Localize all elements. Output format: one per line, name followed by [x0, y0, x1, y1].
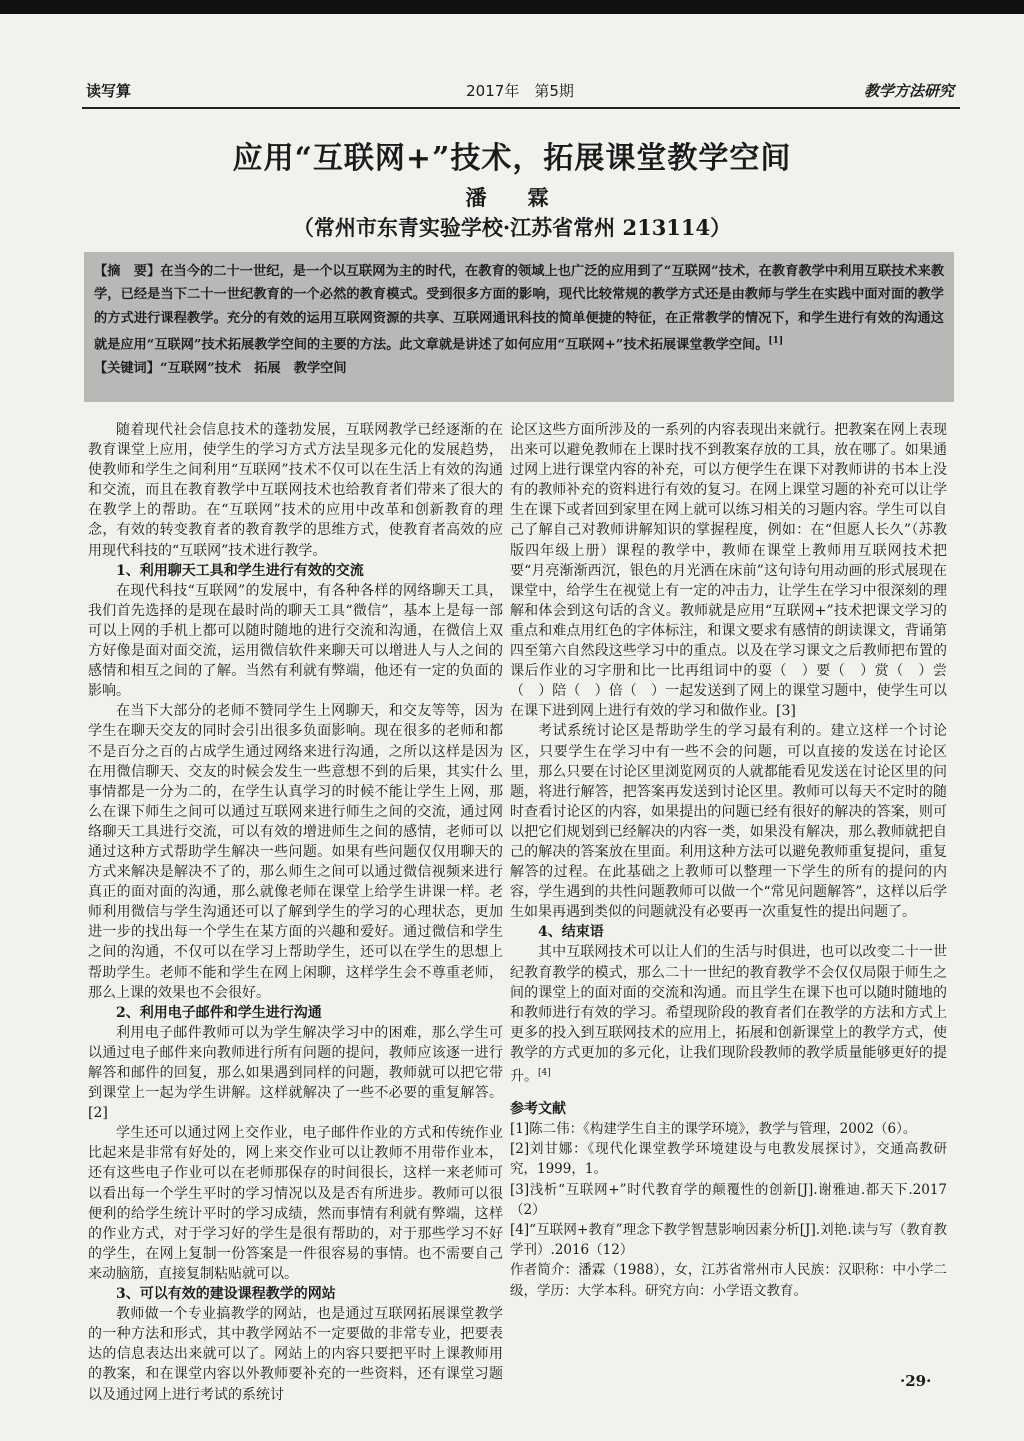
- section-name: 教学方法研究: [863, 82, 954, 100]
- page-number: ·29·: [900, 1372, 932, 1390]
- abstract-label: 【摘 要】: [94, 264, 161, 279]
- author-name: 潘 霖: [465, 185, 559, 210]
- abstract-paragraph: [94, 260, 944, 357]
- article-title: 应用“互联网+”技术，拓展课堂教学空间: [232, 141, 792, 176]
- section-heading-4: 4、结束语: [538, 924, 604, 941]
- body-paragraph: 考试系统讨论区是帮助学生的学习最有利的。建立这样一个讨论区，只要学生在学习中有一些不会的问题，可以直接的发送在讨论区里，那么只要在讨论区里浏览网页的人就都能看见发送在讨论区里的问题，将进行解答，把答案再发送到讨论区里。教师可以每天不定时的随时查看讨论区的内容，如果提出的问题已经有很好的解决的答案，则可以把它们规划到已经解决的内容一类，如果没有解决，那么教师就把自己的解决的答案放在里面。利用这种方法可以避免教师重复提问，重复解答的过程。在此基础之上教师可以整理一下学生的所有的提问的内容，学生遇到的共性问题教师可以做一个“常见问题解答”，这样以后学生如果再遇到类似的问题就没有必要再一次重复性的提出问题了。: [510, 723, 947, 921]
- body-paragraph: 教师做一个专业搞教学的网站，也是通过互联网拓展课堂教学的一种方法和形式，其中教学网站不一定要做的非常专业，把要表达的信息表达出来就可以了。网站上的内容只要把平时上课教师用的教案，和在课堂内容以外教师要补充的一些资料，还有课堂习题以及通过网上进行考试的系统讨: [88, 1306, 503, 1403]
- conclusion-text: 其中互联网技术可以让人们的生活与时俱进，也可以改变二十一世纪教育教学的模式，那么二十一世纪的教育教学不会仅仅局限于师生之间的课堂上的面对面的交流和沟通。而且学生在课下也可以随时随地的和教师进行有效的学习。希望现阶段的教育者们在教学的方法和方式上更多的投入到互联网技术的应用上，拓展和创新课堂上的教学方式，使教学的方式更加的多元化，让我们现阶段教师的教学质量能够更好的提升。: [510, 944, 947, 1085]
- references-title: 参考文献: [510, 1100, 566, 1117]
- author-bio: 作者简介：潘霖（1988），女，江苏省常州市人民族：汉职称：中小学二级，学历：大学本科。研究方向：小学语文教育。: [510, 1262, 947, 1299]
- section-heading-3: 3、可以有效的建设课程教学的网站: [116, 1286, 336, 1303]
- abstract-box: [84, 252, 954, 402]
- abstract-text: 在当今的二十一世纪，是一个以互联网为主的时代，在教育的领域上也广泛的应用到了“互联网”技术，在教育教学中利用互联技术来教学，已经是当下二十一世纪教育的一个必然的教育模式。受到很多方面的影响，现代比较常规的教学方式还是由教师与学生在实践中面对面的教学的方式进行课程教学。充分的有效的运用互联网资源的共享、互联网通讯科技的简单便捷的特征，在正常教学的情况下，和学生进行有效的沟通这就是应用“互联网”技术拓展教学空间的主要的方法。此文章就是讲述了如何应用“互联网+”技术拓展课堂教学空间。: [94, 264, 945, 353]
- abstract-citation: [1]: [768, 335, 784, 346]
- section-heading-2: 2、利用电子邮件和学生进行沟通: [116, 1004, 322, 1021]
- running-header: [86, 80, 954, 110]
- section-heading-1: 1、利用聊天工具和学生进行有效的交流: [116, 562, 364, 579]
- conclusion-citation: [4]: [538, 1068, 551, 1078]
- body-paragraph: 利用电子邮件教师可以为学生解决学习中的困难，那么学生可以通过电子邮件来向教师进行所有问题的提问，教师应该逐一进行解答和邮件的回复，那么如果遇到同样的问题，教师就可以把它带到课堂上一起为学生讲解。这样就解决了一些不必要的重复解答。[2]: [88, 1024, 503, 1122]
- keywords-text: “互联网”技术 拓展 教学空间: [159, 360, 347, 376]
- keywords-label: 【关键词】: [94, 360, 160, 376]
- body-paragraph: 学生还可以通过网上交作业，电子邮件作业的方式和传统作业比起来是非常有好处的，网上来交作业可以让教师不用带作业本，还有这些电子作业可以在老师那保存的时间很长，这样一来老师可以看出每一个学生平时的学习情况以及是否有所进步。教师可以很便利的给学生统计平时的学习成绩，然而事情有利就有弊端，这样的作业方式，对于学习好的学生是很有帮助的，对于那些学习不好的学生，在网上复制一份答案是一件很容易的事情。也不需要自己来动脑筋，直接复制粘贴就可以。: [88, 1125, 503, 1282]
- reference-item: [4]“互联网+教育”理念下教学智慧影响因素分析[J].刘艳.读与写（教育教学刊）.2016（12）: [510, 1221, 947, 1259]
- body-paragraph: 在当下大部分的老师不赞同学生上网聊天，和交友等等，因为学生在聊天交友的同时会引出很多负面影响。现在很多的老师和都不是百分之百的占成学生通过网络来进行沟通，之所以这样是因为在用微信聊天、交友的时候会发生一些意想不到的后果，其实什么事情都是一分为二的，在学生认真学习的时候不能让学生上网，那么在课下师生之间可以通过互联网来进行师生之间的交流，通过网络聊天工具进行交流，可以有效的增进师生之间的感情，老师可以通过这种方式帮助学生解决一些问题。如果有些问题仅仅用聊天的方式来解决是解决不了的，那么师生之间可以通过微信视频来进行真正的面对面的沟通，那么就像老师在课堂上给学生讲课一样。老师利用微信与学生沟通还可以了解到学生的学习的心理状态，更加进一步的找出每一个学生在某方面的兴趣和爱好。通过微信和学生之间的沟通，不仅可以在学习上帮助学生，还可以在学生的思想上帮助学生。老师不能和学生在网上闲聊，这样学生会不尊重老师，那么上课的效果也不会很好。: [88, 703, 503, 1001]
- body-column-right: [510, 420, 947, 1301]
- reference-item: [2]刘甘娜：《现代化课堂教学环境建设与电教发展探讨》，交通高教研究，1999，1。: [510, 1141, 947, 1178]
- reference-item: [1]陈二伟：《构建学生自主的课学环境》，教学与管理，2002（6）。: [510, 1120, 917, 1137]
- journal-name: 读写算: [86, 82, 132, 100]
- body-column-left: [88, 420, 503, 1405]
- scan-top-border: [0, 0, 1024, 14]
- body-paragraph: [510, 942, 947, 1086]
- keywords-line: [94, 357, 944, 380]
- reference-item: [3]浅析“互联网+”时代教育学的颠覆性的创新[J].谢雅迪.都天下.2017（2）: [510, 1181, 947, 1218]
- references: [510, 1099, 947, 1301]
- author-affiliation: （常州市东青实验学校·江苏省常州 213114）: [292, 215, 732, 240]
- issue-label: 2017年 第5期: [466, 82, 574, 100]
- header-rule: [82, 107, 960, 109]
- body-paragraph: 在现代科技“互联网”的发展中，有各种各样的网络聊天工具，我们首先选择的是现在最时尚的聊天工具“微信”，基本上是每一部可以上网的手机上都可以随时随地的进行交流和沟通，在微信上双方好像是面对面交流，运用微信软件来聊天可以增进人与人之间的感情和相互之间的了解。当然有利就有弊端，他还有一定的负面的影响。: [88, 582, 503, 700]
- body-paragraph: 随着现代社会信息技术的蓬勃发展，互联网教学已经逐渐的在教育课堂上应用，使学生的学习方式方法呈现多元化的发展趋势，使教师和学生之间利用“互联网”技术不仅可以在生活上有效的沟通和交流，而且在教育教学中互联网技术也给教育者们带来了很大的在教学上的帮助。在“互联网”技术的应用中改革和创新教育的理念，有效的转变教育者的教育教学的思维方式，使教育者高效的应用现代科技的“互联网”技术进行教学。: [88, 422, 503, 559]
- body-paragraph: 论区这些方面所涉及的一系列的内容表现出来就行。把教案在网上表现出来可以避免教师在上课时找不到教案存放的工具，放在哪了。如果通过网上进行课堂内容的补充，可以方便学生在课下对教师讲的书本上没有的教师补充的资料进行有效的复习。在网上课堂习题的补充可以让学生在课下或者回到家里在网上就可以练习相关的习题内容。学生可以自己了解自己对教师讲解知识的掌握程度，例如：在“但愿人长久”（苏教版四年级上册）课程的教学中，教师在课堂上教师用互联网技术把要“月亮渐渐西沉，银色的月光洒在床前”这句诗句用动画的形式展现在课堂中，给学生在视觉上有一定的冲击力，让学生在学习中很深刻的理解和体会到这句话的含义。教师就是应用“互联网+”技术把课文学习的重点和难点用红色的字体标注，和课文要求有感情的朗读课文，背诵第四至第六自然段这些学习中的重点。以及在学习课文之后教师把布置的课后作业的习字册和比一比再组词中的耍（ ）要（ ）赏（ ）尝（ ）陪（ ）倍（ ）一起发送到了网上的课堂习题中，使学生可以在课下进到网上进行有效的学习和做作业。[3]: [510, 422, 947, 720]
